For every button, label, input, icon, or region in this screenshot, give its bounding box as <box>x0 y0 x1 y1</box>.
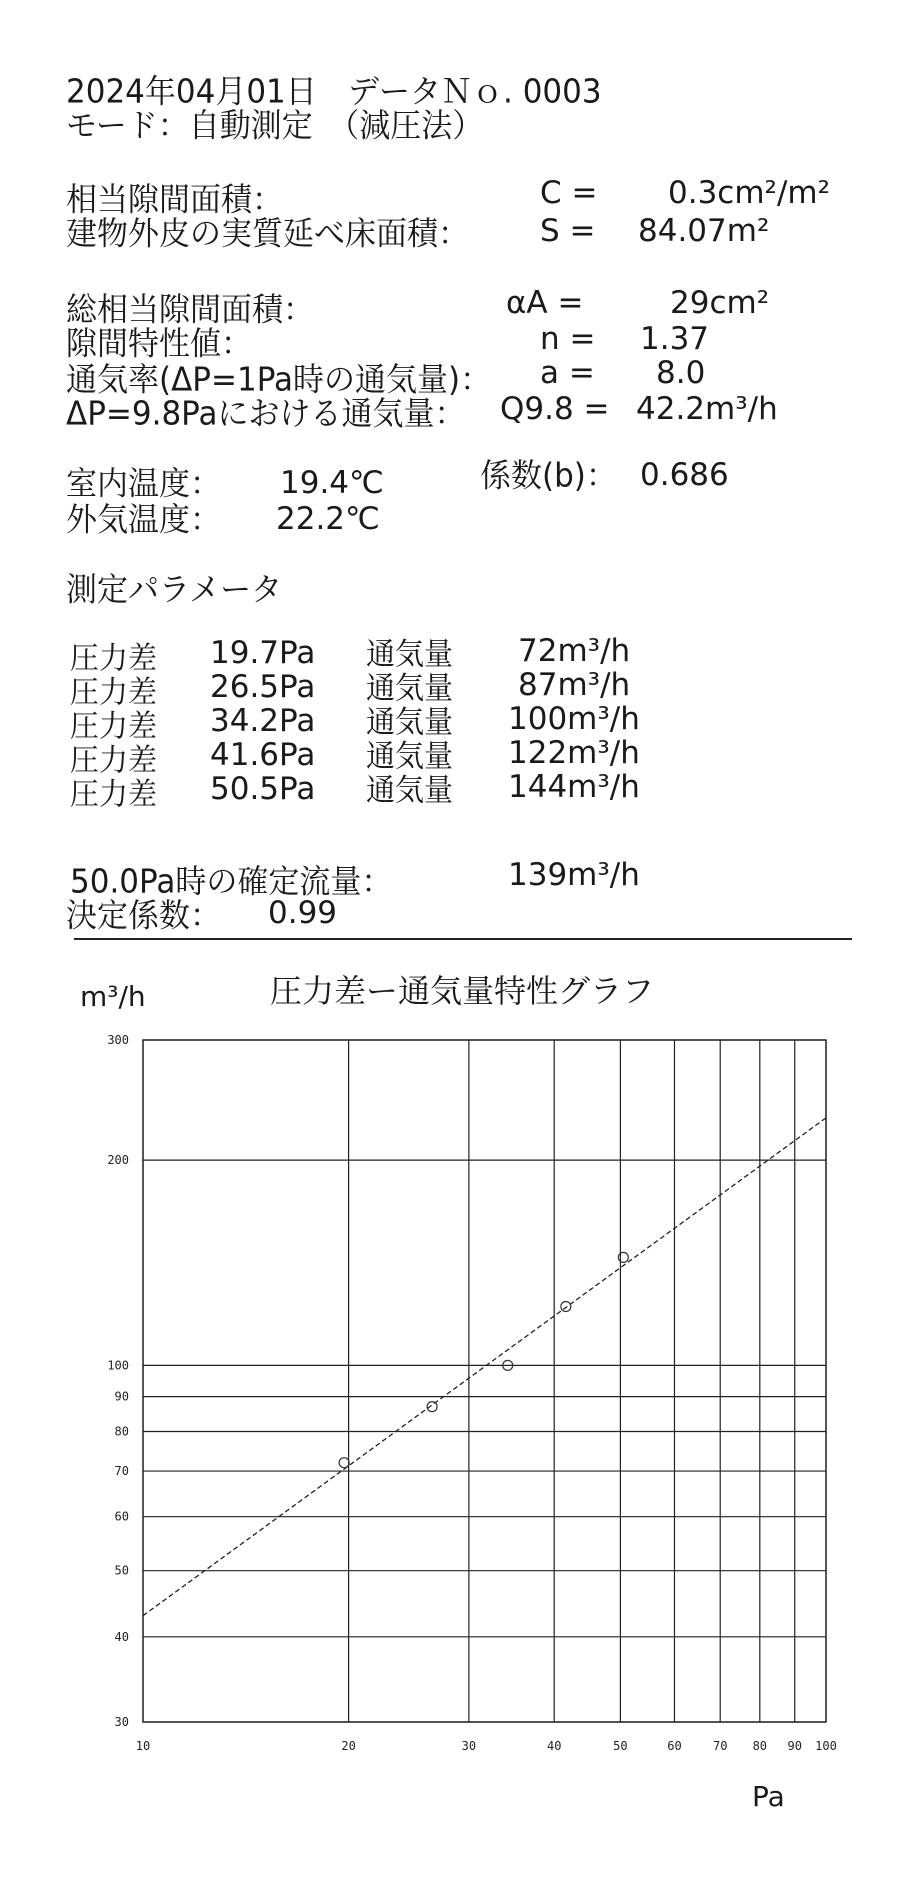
plot-frame <box>143 1040 826 1722</box>
summary-label-a: 通気率(ΔP=1Pa時の通気量)： <box>66 360 492 399</box>
data-point <box>561 1301 571 1311</box>
coefficient-b-value: 0.686 <box>640 457 729 493</box>
pressure-label: 圧力差 <box>70 708 158 744</box>
flow-label: 通気量 <box>366 772 454 808</box>
summary-value-c: 0.3cm²/m² <box>668 175 831 211</box>
pressure-label: 圧力差 <box>70 776 158 812</box>
y-tick-label: 300 <box>107 1033 129 1047</box>
x-tick-label: 10 <box>135 1739 151 1753</box>
flow-value: 122m³/h <box>508 735 640 771</box>
data-number: データＮｏ. 0003 <box>348 72 602 111</box>
summary-label-n: 隙間特性値： <box>66 324 252 363</box>
x-tick-label: 40 <box>546 1739 562 1753</box>
pressure-value: 41.6Pa <box>210 737 316 773</box>
fit-line <box>143 1118 826 1616</box>
data-point <box>427 1402 437 1412</box>
coefficient-b-label: 係数(b)： <box>480 456 617 495</box>
y-tick-label: 30 <box>114 1715 129 1729</box>
summary-label-alpha-a: 総相当隙間面積： <box>66 290 314 329</box>
summary-value-q98: 42.2m³/h <box>636 391 778 427</box>
x-tick-label: 20 <box>341 1739 356 1753</box>
x-tick-label: 100 <box>815 1739 837 1753</box>
summary-label-q98: ΔP=9.8Paにおける通気量： <box>66 394 466 433</box>
pressure-label: 圧力差 <box>70 640 158 676</box>
pressure-label: 圧力差 <box>70 742 158 778</box>
measurement-date: 2024年04月01日 <box>66 72 317 111</box>
x-tick-label: 70 <box>712 1739 728 1753</box>
pressure-value: 26.5Pa <box>210 669 316 705</box>
flow-value: 87m³/h <box>518 667 631 703</box>
x-tick-label: 60 <box>667 1739 682 1753</box>
summary-symbol-a: a = <box>540 355 595 391</box>
summary-value-n: 1.37 <box>640 321 710 357</box>
summary-value-a: 8.0 <box>656 355 706 391</box>
outdoor-temp-label: 外気温度： <box>66 500 221 539</box>
y-tick-label: 90 <box>114 1389 129 1404</box>
x-axis-unit-label: Pa <box>752 1780 785 1813</box>
y-tick-label: 50 <box>114 1563 129 1578</box>
confirmed-flow-value: 139m³/h <box>508 857 640 893</box>
params-title: 測定パラメータ <box>66 570 283 609</box>
y-tick-label: 80 <box>114 1424 129 1439</box>
x-tick-label: 30 <box>461 1739 477 1753</box>
pressure-value: 19.7Pa <box>210 635 316 671</box>
pressure-value: 50.5Pa <box>210 771 316 807</box>
summary-label-s: 建物外皮の実質延べ床面積： <box>66 214 469 253</box>
x-tick-label: 80 <box>752 1739 768 1753</box>
r2-label: 決定係数： <box>66 896 221 935</box>
summary-symbol-alpha-a: αA = <box>506 285 584 321</box>
pressure-label: 圧力差 <box>70 674 158 710</box>
y-axis-unit-label: m³/h <box>80 980 146 1013</box>
summary-symbol-s: S = <box>540 213 596 249</box>
summary-symbol-c: C = <box>540 175 598 211</box>
flow-label: 通気量 <box>366 636 454 672</box>
pressure-value: 34.2Pa <box>210 703 316 739</box>
flow-label: 通気量 <box>366 670 454 706</box>
indoor-temp-value: 19.4℃ <box>280 465 384 501</box>
y-tick-label: 100 <box>107 1358 129 1373</box>
flow-label: 通気量 <box>366 704 454 740</box>
y-tick-label: 60 <box>114 1509 129 1524</box>
chart-title: 圧力差ー通気量特性グラフ <box>270 972 655 1010</box>
x-tick-label: 90 <box>787 1739 802 1753</box>
y-tick-label: 40 <box>114 1629 129 1644</box>
summary-value-alpha-a: 29cm² <box>670 285 770 321</box>
x-tick-label: 50 <box>613 1739 628 1753</box>
outdoor-temp-value: 22.2℃ <box>276 501 380 537</box>
summary-symbol-q98: Q9.8 = <box>500 391 610 427</box>
data-point <box>339 1458 349 1468</box>
summary-value-s: 84.07m² <box>638 213 770 249</box>
flow-value: 144m³/h <box>508 769 640 805</box>
flow-value: 72m³/h <box>518 633 631 669</box>
flow-value: 100m³/h <box>508 701 640 737</box>
y-tick-label: 70 <box>114 1464 129 1479</box>
y-tick-label: 200 <box>107 1153 129 1168</box>
measurement-mode: モード：自動測定 （減圧法） <box>66 106 484 145</box>
summary-symbol-n: n = <box>540 321 596 357</box>
summary-label-c: 相当隙間面積： <box>66 180 283 219</box>
indoor-temp-label: 室内温度： <box>66 464 221 503</box>
confirmed-flow-label: 50.0Pa時の確定流量： <box>70 862 393 901</box>
r2-value: 0.99 <box>268 895 338 931</box>
flow-label: 通気量 <box>366 738 454 774</box>
